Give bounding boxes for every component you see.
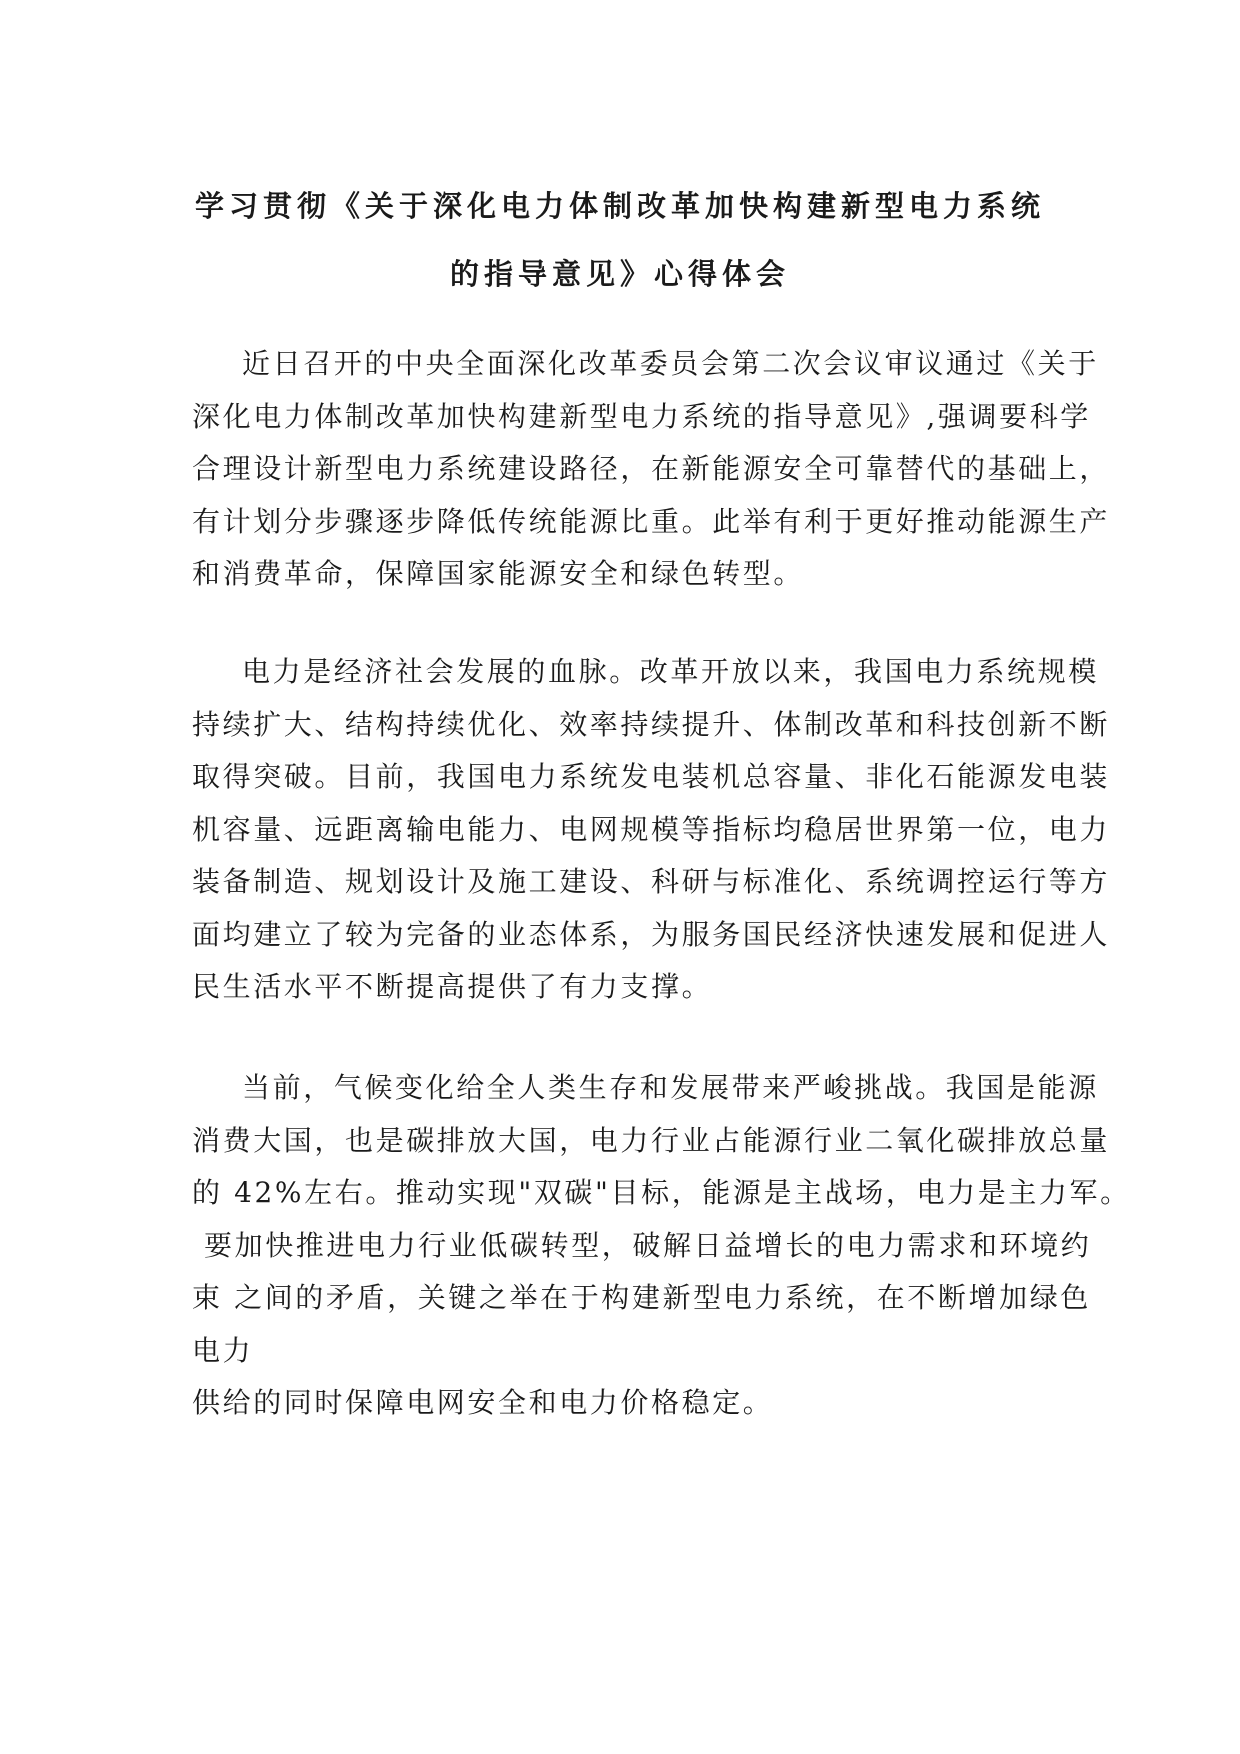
paragraph-line: 的 42%左右。推动实现"双碳"目标，能源是主战场，电力是主力军。 (192, 1176, 1131, 1209)
paragraph-line: 取得突破。目前，我国电力系统发电装机总容量、非化石能源发电装 (192, 760, 1111, 793)
paragraph-line: 面均建立了较为完备的业态体系，为服务国民经济快速发展和促进人 (192, 917, 1111, 951)
paragraph-line: 装备制造、规划设计及施工建设、科研与标准化、系统调控运行等方 (192, 865, 1111, 898)
document-title-line-2: 的指导意见》心得体会 (449, 257, 790, 291)
paragraph-1 (192, 338, 1111, 601)
paragraph-2 (192, 646, 1111, 1014)
paragraph-line: 持续扩大、结构持续优化、效率持续提升、体制改革和科技创新不断 (192, 707, 1111, 741)
paragraph-3 (192, 1062, 1131, 1430)
paragraph-line: 电力是经济社会发展的血脉。改革开放以来，我国电力系统规模 (242, 655, 1099, 688)
paragraph-line: 深化电力体制改革加快构建新型电力系统的指导意见》,强调要科学 (192, 399, 1091, 433)
document-title-line-1: 学习贯彻《关于深化电力体制改革加快构建新型电力系统 (194, 189, 1045, 223)
paragraph-line: 要加快推进电力行业低碳转型，破解日益增长的电力需求和环境约 (204, 1228, 1092, 1262)
paragraph-line: 合理设计新型电力系统建设路径，在新能源安全可靠替代的基础上， (192, 452, 1111, 485)
paragraph-line: 机容量、远距离输电能力、电网规模等指标均稳居世界第一位，电力 (192, 812, 1111, 846)
paragraph-line: 电力 (192, 1333, 254, 1367)
paragraph-line: 供给的同时保障电网安全和电力价格稳定。 (192, 1386, 774, 1419)
paragraph-line: 民生活水平不断提高提供了有力支撑。 (192, 970, 713, 1003)
paragraph-line: 消费大国，也是碳排放大国，电力行业占能源行业二氧化碳排放总量 (192, 1123, 1111, 1157)
paragraph-line: 有计划分步骤逐步降低传统能源比重。此举有利于更好推动能源生产 (192, 504, 1111, 538)
paragraph-line: 和消费革命，保障国家能源安全和绿色转型。 (192, 557, 805, 590)
paragraph-line: 束 之间的矛盾，关键之举在于构建新型电力系统，在不断增加绿色 (192, 1281, 1091, 1314)
paragraph-line: 近日召开的中央全面深化改革委员会第二次会议审议通过《关于 (242, 347, 1099, 380)
paragraph-line: 当前，气候变化给全人类生存和发展带来严峻挑战。我国是能源 (242, 1071, 1099, 1104)
